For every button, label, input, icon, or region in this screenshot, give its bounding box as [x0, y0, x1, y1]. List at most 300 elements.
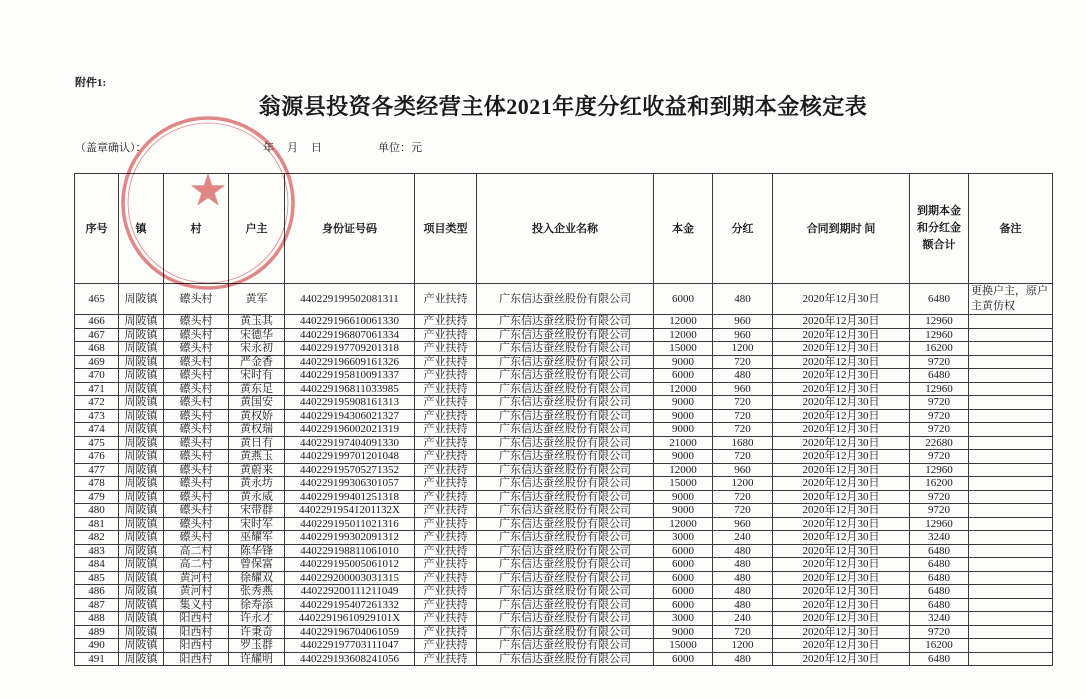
col-principal-cell: 9000: [654, 355, 713, 369]
col-total-cell: 9720: [910, 490, 969, 504]
col-id-number-cell: 440229196002021319: [285, 423, 415, 437]
col-id-number-cell: 440229199306301057: [285, 477, 415, 491]
col-dividend-cell: 720: [713, 504, 773, 518]
col-town-cell: 周陂镇: [119, 639, 164, 653]
col-project-type-cell: 产业扶持: [415, 463, 477, 477]
col-company-cell: 广东信达蚕丝股份有限公司: [477, 652, 654, 666]
col-village-cell: 集义村: [164, 598, 229, 612]
col-company-cell: 广东信达蚕丝股份有限公司: [477, 598, 654, 612]
col-total-cell: 6480: [910, 598, 969, 612]
col-total-cell: 9720: [910, 450, 969, 464]
col-dividend-cell: 480: [713, 598, 773, 612]
table-row: [75, 558, 1053, 572]
col-total-cell: 6480: [910, 544, 969, 558]
col-remark-cell: [969, 531, 1053, 545]
col-village-cell: 阳西村: [164, 652, 229, 666]
col-seq-cell: 484: [75, 558, 119, 572]
table-row: [75, 612, 1053, 626]
col-contract-expiry-cell: 2020年12月30日: [773, 409, 910, 423]
col-dividend-cell: 720: [713, 423, 773, 437]
col-dividend-cell: 720: [713, 450, 773, 464]
table-row: [75, 585, 1053, 599]
col-total-cell: 12960: [910, 328, 969, 342]
table-row: [75, 328, 1053, 342]
table-row: [75, 625, 1053, 639]
col-principal-cell: 6000: [654, 558, 713, 572]
col-id-number-cell: 440229199401251318: [285, 490, 415, 504]
col-project-type-cell: 产业扶持: [415, 652, 477, 666]
col-town-cell: 周陂镇: [119, 396, 164, 410]
col-town-cell: 周陂镇: [119, 504, 164, 518]
col-remark-cell: [969, 652, 1053, 666]
col-village-cell: 礤头村: [164, 342, 229, 356]
col-id-number-cell: 440229195407261332: [285, 598, 415, 612]
col-principal-cell: 6000: [654, 369, 713, 383]
col-id-number-cell: 440229195005061012: [285, 558, 415, 572]
col-seq-cell: 482: [75, 531, 119, 545]
col-town-cell: 周陂镇: [119, 328, 164, 342]
col-contract-expiry-cell: 2020年12月30日: [773, 598, 910, 612]
col-village-cell: 黄河村: [164, 585, 229, 599]
col-dividend-cell: 480: [713, 284, 773, 315]
col-householder-cell: 许永才: [229, 612, 285, 626]
col-town-cell: 周陂镇: [119, 544, 164, 558]
col-company-cell: 广东信达蚕丝股份有限公司: [477, 625, 654, 639]
col-dividend-cell: 1200: [713, 342, 773, 356]
col-principal-cell: 12000: [654, 517, 713, 531]
col-project-type-cell: 产业扶持: [415, 544, 477, 558]
col-dividend-cell: 960: [713, 517, 773, 531]
col-dividend-cell: 480: [713, 544, 773, 558]
col-principal-cell: 6000: [654, 652, 713, 666]
col-town-cell: 周陂镇: [119, 571, 164, 585]
col-remark-cell: [969, 558, 1053, 572]
col-company-cell: 广东信达蚕丝股份有限公司: [477, 517, 654, 531]
col-id-number-cell: 440229196610061330: [285, 315, 415, 329]
table-row: [75, 652, 1053, 666]
col-seq-cell: 489: [75, 625, 119, 639]
col-seq-cell: 471: [75, 382, 119, 396]
col-total-header: 到期本金和分红金额合计: [910, 174, 969, 284]
col-householder-cell: 许耀明: [229, 652, 285, 666]
col-town-cell: 周陂镇: [119, 315, 164, 329]
col-householder-cell: 黄燕玉: [229, 450, 285, 464]
col-contract-expiry-cell: 2020年12月30日: [773, 544, 910, 558]
col-town-cell: 周陂镇: [119, 382, 164, 396]
col-seq-cell: 474: [75, 423, 119, 437]
table-row: [75, 571, 1053, 585]
col-project-type-cell: 产业扶持: [415, 342, 477, 356]
col-contract-expiry-cell: 2020年12月30日: [773, 396, 910, 410]
col-town-header: 镇: [119, 174, 164, 284]
col-town-cell: 周陂镇: [119, 342, 164, 356]
col-remark-cell: [969, 409, 1053, 423]
col-remark-cell: [969, 355, 1053, 369]
col-contract-expiry-cell: 2020年12月30日: [773, 531, 910, 545]
col-principal-cell: 12000: [654, 315, 713, 329]
table-row: [75, 342, 1053, 356]
col-principal-cell: 15000: [654, 477, 713, 491]
col-dividend-header: 分红: [713, 174, 773, 284]
col-village-cell: 礤头村: [164, 284, 229, 315]
col-total-cell: 6480: [910, 652, 969, 666]
col-total-cell: 9720: [910, 423, 969, 437]
col-principal-cell: 21000: [654, 436, 713, 450]
col-project-type-cell: 产业扶持: [415, 490, 477, 504]
col-company-cell: 广东信达蚕丝股份有限公司: [477, 342, 654, 356]
col-project-type-header: 项目类型: [415, 174, 477, 284]
col-project-type-cell: 产业扶持: [415, 517, 477, 531]
col-contract-expiry-cell: 2020年12月30日: [773, 436, 910, 450]
col-project-type-cell: 产业扶持: [415, 504, 477, 518]
col-dividend-cell: 960: [713, 382, 773, 396]
col-project-type-cell: 产业扶持: [415, 571, 477, 585]
col-contract-expiry-cell: 2020年12月30日: [773, 369, 910, 383]
col-contract-expiry-cell: 2020年12月30日: [773, 504, 910, 518]
col-householder-cell: 徐寿添: [229, 598, 285, 612]
col-dividend-cell: 960: [713, 328, 773, 342]
table-row: [75, 504, 1053, 518]
col-village-cell: 礤头村: [164, 396, 229, 410]
col-dividend-cell: 720: [713, 396, 773, 410]
col-id-number-cell: 440229200111211049: [285, 585, 415, 599]
col-company-cell: 广东信达蚕丝股份有限公司: [477, 396, 654, 410]
col-seq-cell: 472: [75, 396, 119, 410]
col-dividend-cell: 720: [713, 355, 773, 369]
verification-table: [74, 173, 1053, 666]
col-id-number-cell: 440229195810091337: [285, 369, 415, 383]
col-id-number-cell: 440229193608241056: [285, 652, 415, 666]
col-contract-expiry-cell: 2020年12月30日: [773, 382, 910, 396]
col-seq-cell: 478: [75, 477, 119, 491]
col-town-cell: 周陂镇: [119, 355, 164, 369]
col-project-type-cell: 产业扶持: [415, 369, 477, 383]
col-remark-cell: [969, 436, 1053, 450]
col-company-cell: 广东信达蚕丝股份有限公司: [477, 544, 654, 558]
col-village-cell: 礤头村: [164, 409, 229, 423]
col-seq-cell: 465: [75, 284, 119, 315]
table-row: [75, 517, 1053, 531]
col-project-type-cell: 产业扶持: [415, 639, 477, 653]
col-remark-cell: [969, 342, 1053, 356]
col-householder-cell: 宋永初: [229, 342, 285, 356]
col-householder-cell: 黄东足: [229, 382, 285, 396]
col-company-header: 投入企业名称: [477, 174, 654, 284]
col-contract-expiry-cell: 2020年12月30日: [773, 652, 910, 666]
col-seq-cell: 486: [75, 585, 119, 599]
col-householder-cell: 黄权娇: [229, 409, 285, 423]
col-contract-expiry-cell: 2020年12月30日: [773, 315, 910, 329]
table-row: [75, 423, 1053, 437]
col-town-cell: 周陂镇: [119, 558, 164, 572]
col-village-cell: 礤头村: [164, 369, 229, 383]
col-village-cell: 礤头村: [164, 463, 229, 477]
table-row: [75, 436, 1053, 450]
col-remark-cell: [969, 369, 1053, 383]
col-town-cell: 周陂镇: [119, 369, 164, 383]
col-seq-cell: 477: [75, 463, 119, 477]
col-id-number-cell: 440229194306021327: [285, 409, 415, 423]
col-total-cell: 6480: [910, 369, 969, 383]
col-total-cell: 16200: [910, 342, 969, 356]
col-principal-cell: 9000: [654, 490, 713, 504]
col-remark-cell: [969, 585, 1053, 599]
col-householder-cell: 黄永威: [229, 490, 285, 504]
col-principal-cell: 12000: [654, 382, 713, 396]
col-total-cell: 6480: [910, 571, 969, 585]
col-id-number-cell: 44022919610929101X: [285, 612, 415, 626]
col-contract-expiry-cell: 2020年12月30日: [773, 284, 910, 315]
col-contract-expiry-cell: 2020年12月30日: [773, 571, 910, 585]
col-total-cell: 9720: [910, 504, 969, 518]
col-company-cell: 广东信达蚕丝股份有限公司: [477, 382, 654, 396]
col-seq-cell: 479: [75, 490, 119, 504]
col-project-type-cell: 产业扶持: [415, 382, 477, 396]
col-village-cell: 礤头村: [164, 423, 229, 437]
table-row: [75, 369, 1053, 383]
col-company-cell: 广东信达蚕丝股份有限公司: [477, 571, 654, 585]
col-principal-cell: 9000: [654, 409, 713, 423]
col-householder-cell: 宋时军: [229, 517, 285, 531]
col-town-cell: 周陂镇: [119, 436, 164, 450]
col-dividend-cell: 480: [713, 571, 773, 585]
col-principal-cell: 9000: [654, 396, 713, 410]
col-town-cell: 周陂镇: [119, 598, 164, 612]
col-town-cell: 周陂镇: [119, 463, 164, 477]
col-dividend-cell: 480: [713, 558, 773, 572]
col-id-number-cell: 440229197709201318: [285, 342, 415, 356]
col-total-cell: 9720: [910, 625, 969, 639]
col-seq-cell: 467: [75, 328, 119, 342]
col-contract-expiry-cell: 2020年12月30日: [773, 463, 910, 477]
col-project-type-cell: 产业扶持: [415, 612, 477, 626]
col-village-cell: 阳西村: [164, 639, 229, 653]
col-remark-cell: [969, 625, 1053, 639]
col-company-cell: 广东信达蚕丝股份有限公司: [477, 585, 654, 599]
col-town-cell: 周陂镇: [119, 284, 164, 315]
col-contract-expiry-cell: 2020年12月30日: [773, 612, 910, 626]
col-company-cell: 广东信达蚕丝股份有限公司: [477, 531, 654, 545]
col-company-cell: 广东信达蚕丝股份有限公司: [477, 423, 654, 437]
col-company-cell: 广东信达蚕丝股份有限公司: [477, 450, 654, 464]
date-day-label: 日: [311, 142, 322, 154]
header-row: [75, 174, 1053, 284]
col-village-cell: 礤头村: [164, 531, 229, 545]
col-remark-cell: 更换户主，原户主黄仿权: [969, 284, 1053, 315]
col-householder-header: 户主: [229, 174, 285, 284]
col-principal-cell: 6000: [654, 585, 713, 599]
col-remark-header: 备注: [969, 174, 1053, 284]
col-company-cell: 广东信达蚕丝股份有限公司: [477, 369, 654, 383]
col-contract-expiry-cell: 2020年12月30日: [773, 328, 910, 342]
col-village-cell: 礤头村: [164, 355, 229, 369]
table-row: [75, 382, 1053, 396]
col-total-cell: 6480: [910, 284, 969, 315]
col-project-type-cell: 产业扶持: [415, 355, 477, 369]
col-id-number-cell: 440229196811033985: [285, 382, 415, 396]
table-row: [75, 639, 1053, 653]
col-total-cell: 9720: [910, 355, 969, 369]
col-id-number-cell: 440229197404091330: [285, 436, 415, 450]
table-row: [75, 477, 1053, 491]
col-village-cell: 礤头村: [164, 450, 229, 464]
col-company-cell: 广东信达蚕丝股份有限公司: [477, 284, 654, 315]
col-remark-cell: [969, 477, 1053, 491]
col-dividend-cell: 720: [713, 490, 773, 504]
col-village-cell: 高二村: [164, 558, 229, 572]
col-total-cell: 12960: [910, 517, 969, 531]
col-contract-expiry-cell: 2020年12月30日: [773, 355, 910, 369]
col-principal-cell: 9000: [654, 504, 713, 518]
col-contract-expiry-cell: 2020年12月30日: [773, 517, 910, 531]
col-dividend-cell: 1200: [713, 477, 773, 491]
col-seq-cell: 476: [75, 450, 119, 464]
col-town-cell: 周陂镇: [119, 585, 164, 599]
table-row: [75, 490, 1053, 504]
col-remark-cell: [969, 504, 1053, 518]
col-seq-cell: 485: [75, 571, 119, 585]
table-body: [75, 284, 1053, 666]
col-company-cell: 广东信达蚕丝股份有限公司: [477, 504, 654, 518]
col-project-type-cell: 产业扶持: [415, 409, 477, 423]
col-principal-cell: 15000: [654, 342, 713, 356]
col-village-cell: 礤头村: [164, 382, 229, 396]
col-project-type-cell: 产业扶持: [415, 558, 477, 572]
col-company-cell: 广东信达蚕丝股份有限公司: [477, 409, 654, 423]
date-year-label: 年: [263, 142, 274, 154]
col-town-cell: 周陂镇: [119, 450, 164, 464]
col-householder-cell: 巫耀军: [229, 531, 285, 545]
col-id-number-cell: 440229198811061010: [285, 544, 415, 558]
col-householder-cell: 宋带群: [229, 504, 285, 518]
col-seq-header: 序号: [75, 174, 119, 284]
col-village-cell: 礤头村: [164, 315, 229, 329]
col-remark-cell: [969, 544, 1053, 558]
col-dividend-cell: 480: [713, 369, 773, 383]
col-seq-cell: 470: [75, 369, 119, 383]
col-total-cell: 12960: [910, 315, 969, 329]
col-dividend-cell: 240: [713, 612, 773, 626]
table-row: [75, 396, 1053, 410]
col-village-cell: 高二村: [164, 544, 229, 558]
col-seq-cell: 488: [75, 612, 119, 626]
col-contract-expiry-cell: 2020年12月30日: [773, 490, 910, 504]
col-householder-cell: 黄永坊: [229, 477, 285, 491]
col-company-cell: 广东信达蚕丝股份有限公司: [477, 355, 654, 369]
col-dividend-cell: 960: [713, 463, 773, 477]
unit-label: 单位：元: [378, 142, 422, 154]
col-householder-cell: 黄国安: [229, 396, 285, 410]
col-project-type-cell: 产业扶持: [415, 328, 477, 342]
col-dividend-cell: 960: [713, 315, 773, 329]
col-village-cell: 礤头村: [164, 517, 229, 531]
col-village-cell: 阳西村: [164, 612, 229, 626]
col-contract-expiry-cell: 2020年12月30日: [773, 423, 910, 437]
col-seq-cell: 469: [75, 355, 119, 369]
col-company-cell: 广东信达蚕丝股份有限公司: [477, 477, 654, 491]
col-principal-cell: 9000: [654, 423, 713, 437]
col-dividend-cell: 1680: [713, 436, 773, 450]
col-householder-cell: 黄权瑞: [229, 423, 285, 437]
col-principal-cell: 6000: [654, 284, 713, 315]
col-householder-cell: 严金香: [229, 355, 285, 369]
table-row: [75, 531, 1053, 545]
col-householder-cell: 宋时有: [229, 369, 285, 383]
col-seq-cell: 473: [75, 409, 119, 423]
col-total-cell: 6480: [910, 558, 969, 572]
col-dividend-cell: 240: [713, 531, 773, 545]
col-seq-cell: 487: [75, 598, 119, 612]
col-seq-cell: 483: [75, 544, 119, 558]
col-householder-cell: 罗玉群: [229, 639, 285, 653]
col-town-cell: 周陂镇: [119, 477, 164, 491]
col-project-type-cell: 产业扶持: [415, 625, 477, 639]
table-row: [75, 355, 1053, 369]
col-householder-cell: 陈华锋: [229, 544, 285, 558]
col-village-cell: 黄河村: [164, 571, 229, 585]
col-contract-expiry-cell: 2020年12月30日: [773, 477, 910, 491]
col-remark-cell: [969, 612, 1053, 626]
col-remark-cell: [969, 598, 1053, 612]
col-seq-cell: 468: [75, 342, 119, 356]
col-remark-cell: [969, 396, 1053, 410]
col-town-cell: 周陂镇: [119, 409, 164, 423]
table-row: [75, 284, 1053, 315]
table-row: [75, 463, 1053, 477]
col-principal-cell: 12000: [654, 463, 713, 477]
col-project-type-cell: 产业扶持: [415, 396, 477, 410]
col-company-cell: 广东信达蚕丝股份有限公司: [477, 315, 654, 329]
col-remark-cell: [969, 639, 1053, 653]
col-principal-header: 本金: [654, 174, 713, 284]
col-householder-cell: 徐耀双: [229, 571, 285, 585]
document-title: 翁源县投资各类经营主体2021年度分红收益和到期本金核定表: [258, 94, 868, 119]
col-total-cell: 9720: [910, 396, 969, 410]
attachment-label: 附件1:: [75, 77, 107, 89]
col-company-cell: 广东信达蚕丝股份有限公司: [477, 328, 654, 342]
col-id-number-cell: 440229195011021316: [285, 517, 415, 531]
col-dividend-cell: 720: [713, 625, 773, 639]
date-month-label: 月: [287, 142, 298, 154]
col-remark-cell: [969, 328, 1053, 342]
col-seq-cell: 466: [75, 315, 119, 329]
col-principal-cell: 6000: [654, 571, 713, 585]
col-householder-cell: 黄军: [229, 284, 285, 315]
col-remark-cell: [969, 463, 1053, 477]
col-company-cell: 广东信达蚕丝股份有限公司: [477, 436, 654, 450]
col-village-cell: 礤头村: [164, 436, 229, 450]
col-company-cell: 广东信达蚕丝股份有限公司: [477, 639, 654, 653]
col-total-cell: 22680: [910, 436, 969, 450]
col-contract-expiry-cell: 2020年12月30日: [773, 342, 910, 356]
col-seq-cell: 481: [75, 517, 119, 531]
col-total-cell: 12960: [910, 382, 969, 396]
col-householder-cell: 黄蔚来: [229, 463, 285, 477]
col-principal-cell: 6000: [654, 598, 713, 612]
col-remark-cell: [969, 490, 1053, 504]
col-householder-cell: 张秀燕: [229, 585, 285, 599]
col-id-number-cell: 44022919541201132X: [285, 504, 415, 518]
col-dividend-cell: 1200: [713, 639, 773, 653]
col-principal-cell: 12000: [654, 328, 713, 342]
col-village-cell: 礤头村: [164, 490, 229, 504]
col-town-cell: 周陂镇: [119, 625, 164, 639]
col-remark-cell: [969, 517, 1053, 531]
col-remark-cell: [969, 382, 1053, 396]
col-dividend-cell: 480: [713, 585, 773, 599]
col-seq-cell: 490: [75, 639, 119, 653]
col-company-cell: 广东信达蚕丝股份有限公司: [477, 612, 654, 626]
